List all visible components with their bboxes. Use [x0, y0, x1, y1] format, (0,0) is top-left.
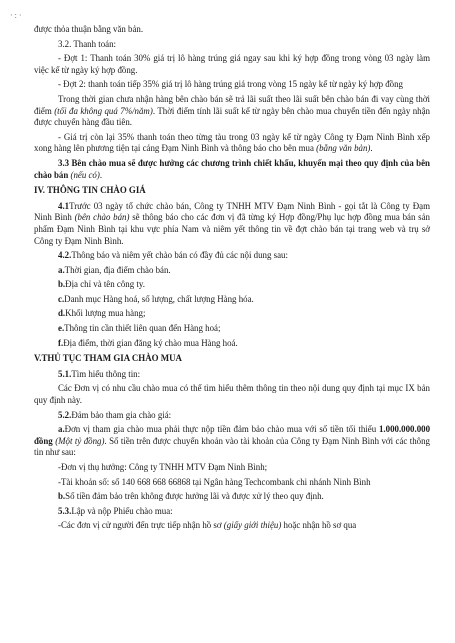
list-item-c: c.Danh mục Hàng hoá, số lượng, chất lượng Hàng hóa.	[58, 293, 254, 304]
heading-5-1: 5.1.Tìm hiểu thông tin:	[58, 368, 141, 379]
paragraph-4-1: 4.1Trước 03 ngày tổ chức chào bán, Công ty TNHH MTV Đạm Ninh Bình - gọi tắt là Công ty Đạm Ninh Bình (bên chào bán) sẽ thông báo cho các đơn vị đã từng ký Hợp đồng/Phụ lục hợp đồng mua bán sản phẩm Đạm Ninh Bình tại khu vực phía Nam và niêm yết thông tin về đợt chào bán tại trang web và trụ sở Công ty Đạm Ninh Bình.	[34, 200, 430, 246]
section-v-title: V.THỦ TỤC THAM GIA CHÀO MUA	[34, 353, 182, 364]
list-item-e: e.Thông tin cần thiết liên quan đến Hàng hoá;	[58, 323, 221, 334]
paragraph-3-3-discount: 3.3 Bên chào mua sẽ được hưởng các chương trình chiết khấu, khuyến mại theo quy định của bên chào bán (nếu có).	[34, 157, 430, 180]
list-item-d: d.Khối lượng mua hàng;	[58, 308, 146, 319]
paragraph-5-2-b: b.Số tiền đảm bảo trên không được hưởng lãi và được xử lý theo quy định.	[58, 491, 324, 502]
paragraph-5-3-body: -Các đơn vị cử người đến trực tiếp nhận hồ sơ (giấy giới thiệu) hoặc nhận hồ sơ qua	[58, 520, 357, 531]
paragraph-5-1-body: Các Đơn vị có nhu cầu chào mua có thể tìm hiểu thêm thông tin theo nội dung quy định tại mục IX bản quy định này.	[34, 383, 430, 406]
document-body	[34, 24, 430, 535]
beneficiary-line: -Đơn vị thụ hưởng: Công ty TNHH MTV Đạm Ninh Bình;	[58, 462, 268, 472]
heading-5-2: 5.2.Đảm bảo tham gia chào giá:	[58, 409, 172, 420]
paragraph-interest: Trong thời gian chưa nhận hàng bên chào bán sẽ trả lãi suất theo lãi suất bên chào bán đi vay cùng thời điểm (tối đa không quá 7%/năm). Thời điểm tính lãi suất kể từ ngày bên chào mua chuyển tiền đến ngày nhận được chuyển hàng đầu tiên.	[34, 93, 430, 128]
scan-artifact-icon: ·:·	[10, 11, 24, 20]
paragraph-remaining-value: - Giá trị còn lại 35% thanh toán theo từng tàu trong 03 ngày kể từ ngày Công ty Đạm Ninh Bình xếp xong hàng lên phương tiện tại cảng Đạm Ninh Bình và thông báo cho bên mua (bằng văn bản).	[34, 131, 430, 154]
paragraph-phase-1: - Đợt 1: Thanh toán 30% giá trị lô hàng trúng giá ngay sau khi ký hợp đồng trong vòng 03 ngày làm việc kể từ ngày ký hợp đồng.	[34, 53, 430, 75]
account-number-line: -Tài khoản số: số 140 668 668 66868 tại Ngân hàng Techcombank chi nhánh Ninh Bình	[58, 476, 371, 487]
paragraph-5-2-a: a.Đơn vị tham gia chào mua phải thực nộp tiền đảm bảo chào mua với số tiền tối thiểu 1.000.000.000 đồng (Một tỷ đồng). Số tiền trên được chuyển khoản vào tài khoản của Công ty Đạm Ninh Bình với các thông tin như sau:	[34, 424, 430, 458]
heading-3-2-payment: 3.2. Thanh toán:	[58, 38, 117, 49]
list-item-b: b.Địa chỉ và tên công ty.	[58, 279, 145, 290]
paragraph-phase-2: - Đợt 2: thanh toán tiếp 35% giá trị lô hàng trúng giá trong vòng 15 ngày kể từ ngày ký hợp đồng	[58, 79, 403, 90]
paragraph-continuation: được thỏa thuận bằng văn bản.	[34, 24, 144, 34]
list-item-f: f.Địa điểm, thời gian đăng ký chào mua Hàng hoá.	[58, 337, 238, 348]
list-item-a: a.Thời gian, địa điểm chào bán.	[58, 264, 171, 275]
heading-5-3: 5.3.Lập và nộp Phiếu chào mua:	[58, 505, 173, 516]
section-iv-title: IV. THÔNG TIN CHÀO GIÁ	[34, 185, 146, 196]
paragraph-4-2: 4.2.Thông báo và niêm yết chào bán có đầy đủ các nội dung sau:	[58, 250, 288, 261]
